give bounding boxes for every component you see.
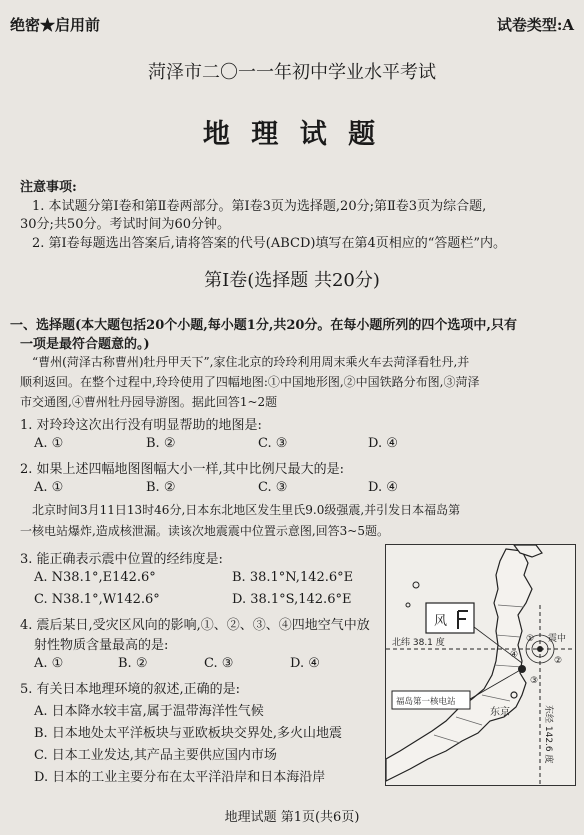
marker-1: ① — [526, 634, 535, 644]
question-1-stem: 1. 对玲玲这次出行没有明显帮助的地图是: — [20, 418, 262, 433]
longitude-label: 东经 142.6 度 — [543, 705, 553, 764]
passage-line: 北京时间3月11日13时46分,日本东北地区发生里氏9.0级强震,并引发日本福岛第 — [32, 503, 461, 517]
section-title: 第Ⅰ卷(选择题 共20分) — [204, 270, 380, 291]
question-2-stem: 2. 如果上述四幅地图图幅大小一样,其中比例尺最大的是: — [20, 462, 345, 477]
tokyo-label: 东京 — [490, 707, 510, 718]
island — [406, 603, 410, 607]
latitude-label: 北纬 38.1 度 — [392, 638, 445, 648]
q4-option-b: B. ② — [118, 656, 148, 671]
q3-option-d: D. 38.1°S,142.6°E — [232, 592, 352, 607]
q4-option-c: C. ③ — [204, 656, 234, 671]
passage-line: “曹州(菏泽古称曹州)牡丹甲天下”,家住北京的玲玲利用周末乘火车去菏泽看牡丹,并 — [32, 355, 470, 369]
notice-line: 1. 本试题分第Ⅰ卷和第Ⅱ卷两部分。第Ⅰ卷3页为选择题,20分;第Ⅱ卷3页为综合题, — [32, 199, 487, 214]
page-title: 地 理 试 题 — [202, 119, 382, 150]
q3-option-b: B. 38.1°N,142.6°E — [232, 570, 354, 585]
island — [413, 582, 419, 588]
marker-4: ④ — [510, 650, 519, 660]
q5-option-b: B. 日本地处太平洋板块与亚欧板块交界处,多火山地震 — [34, 726, 342, 741]
q4-option-a: A. ① — [34, 656, 64, 671]
notice-heading: 注意事项: — [20, 180, 77, 195]
question-4-stem: 4. 震后某日,受灾区风向的影响,①、②、③、④四地空气中放 — [20, 618, 370, 633]
epicenter-dot — [537, 646, 543, 652]
q2-option-b: B. ② — [146, 480, 176, 495]
passage-line: 市交通图,④曹州牡丹园导游图。据此回答1~2题 — [20, 395, 278, 409]
epicenter-label: 震中 — [548, 634, 567, 644]
marker-2: ② — [554, 656, 563, 666]
notice-line: 2. 第Ⅰ卷每题选出答案后,请将答案的代号(ABCD)填写在第4页相应的“答题栏”内。 — [32, 236, 507, 251]
question-5-stem: 5. 有关日本地理环境的叙述,正确的是: — [20, 682, 241, 697]
question-3-stem: 3. 能正确表示震中位置的经纬度是: — [20, 552, 223, 567]
q1-option-a: A. ① — [34, 436, 64, 451]
q1-option-b: B. ② — [146, 436, 176, 451]
question-4-stem: 射性物质含量最高的是: — [34, 638, 169, 653]
instruction-line: 一项是最符合题意的。) — [20, 337, 150, 352]
earthquake-map — [385, 544, 576, 786]
japan-map-graphic — [386, 545, 575, 785]
passage-line: 一核电站爆炸,造成核泄漏。读该次地震震中位置示意图,回答3~5题。 — [20, 524, 389, 538]
japan-landmass — [386, 549, 535, 781]
notice-line: 30分;共50分。考试时间为60分钟。 — [20, 217, 231, 232]
plant-label: 福岛第一核电站 — [396, 697, 456, 707]
q4-option-d: D. ④ — [290, 656, 320, 671]
q1-option-c: C. ③ — [258, 436, 288, 451]
exam-name: 菏泽市二〇一一年初中学业水平考试 — [148, 62, 436, 83]
secret-label: 绝密★启用前 — [10, 16, 101, 34]
passage-line: 顺利返回。在整个过程中,玲玲使用了四幅地图:①中国地形图,②中国铁路分布图,③菏泽 — [20, 375, 480, 389]
wind-label: 风 — [434, 614, 448, 629]
q5-option-a: A. 日本降水较丰富,属于温带海洋性气候 — [34, 704, 264, 719]
q2-option-a: A. ① — [34, 480, 64, 495]
instruction-line: 一、选择题(本大题包括20个小题,每小题1分,共20分。在每小题所列的四个选项中,只有 — [10, 318, 517, 333]
q3-option-c: C. N38.1°,W142.6° — [34, 592, 160, 607]
q2-option-d: D. ④ — [368, 480, 398, 495]
marker-3: ③ — [530, 676, 539, 686]
q5-option-c: C. 日本工业发达,其产品主要供应国内市场 — [34, 748, 277, 763]
q2-option-c: C. ③ — [258, 480, 288, 495]
q5-option-d: D. 日本的工业主要分布在太平洋沿岸和日本海沿岸 — [34, 770, 326, 785]
page-footer: 地理试题 第1页(共6页) — [224, 810, 360, 825]
q3-option-a: A. N38.1°,E142.6° — [34, 570, 156, 585]
q1-option-d: D. ④ — [368, 436, 398, 451]
paper-type-label: 试卷类型:A — [496, 16, 574, 34]
